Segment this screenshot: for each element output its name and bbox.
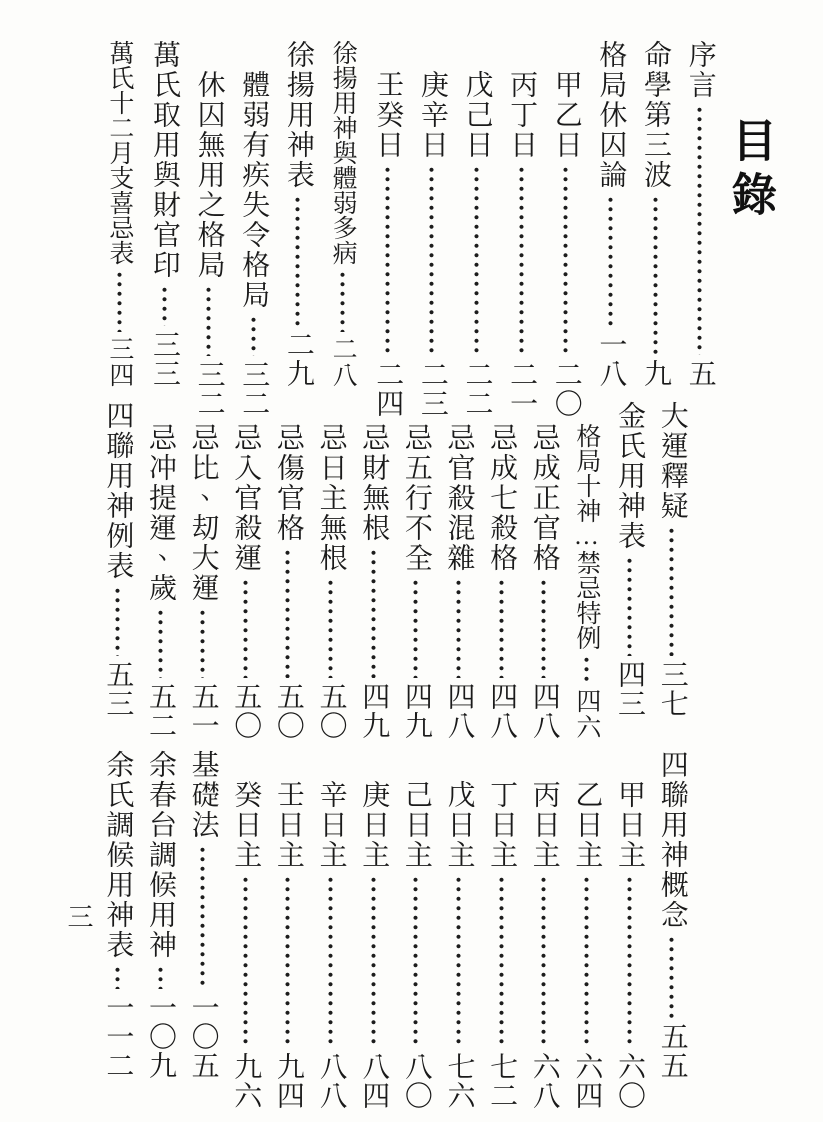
toc-entry <box>437 750 480 1110</box>
entry-label: 余春台調候用神 <box>145 750 176 960</box>
folio-page-number: 三 <box>64 903 93 929</box>
dot-leader <box>517 165 526 356</box>
toc-section-2 <box>96 401 693 740</box>
toc-entry <box>499 40 544 418</box>
entry-page-number: 七二 <box>486 1052 518 1110</box>
toc-entry <box>231 40 276 418</box>
dot-leader <box>115 270 124 332</box>
entry-page-number: 五 <box>684 359 716 388</box>
entry-page-number: 五二 <box>145 682 176 740</box>
dot-leader <box>198 608 207 678</box>
dot-leader <box>561 165 570 356</box>
dot-leader <box>651 195 660 355</box>
entry-label: 庚辛日 <box>416 70 448 160</box>
entry-page-number: 六〇 <box>614 1052 646 1110</box>
entry-label: 序言 <box>684 40 716 100</box>
toc-entry <box>650 401 693 718</box>
entry-page-number: 三三 <box>149 330 180 388</box>
toc-entry <box>677 40 722 388</box>
entry-label: 丙丁日 <box>506 70 538 160</box>
entry-label: 忌冲提運、歲 <box>145 423 176 603</box>
dot-leader <box>606 195 615 326</box>
toc-entry <box>608 750 651 1110</box>
entry-page-number: 七六 <box>443 1052 475 1110</box>
entry-label: 萬氏十二月支喜忌表 <box>105 40 133 265</box>
entry-label: 格局十神…禁忌特例 <box>572 423 600 650</box>
entry-label: 體弱有疾失令格局 <box>238 70 270 310</box>
toc-entry <box>224 401 267 740</box>
entry-page-number: 五〇 <box>230 682 262 740</box>
toc-entry <box>395 750 438 1110</box>
entry-page-number: 一八 <box>595 330 627 388</box>
entry-page-number: 三七 <box>656 660 688 718</box>
entry-page-number: 二九 <box>282 330 314 388</box>
toc-entry <box>565 401 608 740</box>
toc-section-3 <box>96 750 693 1110</box>
toc-entry <box>522 401 565 740</box>
entry-page-number: 二八 <box>329 336 357 388</box>
entry-page-number: 二四 <box>372 360 404 418</box>
entry-page-number: 八四 <box>358 1052 390 1110</box>
toc-entry <box>309 401 352 740</box>
entry-label: 丁日主 <box>486 780 518 870</box>
entry-label: 忌日主無根 <box>315 423 347 573</box>
entry-label: 癸日主 <box>230 780 262 870</box>
toc-entry <box>139 750 182 1080</box>
entry-page-number: 八〇 <box>400 1052 432 1110</box>
dot-leader <box>427 165 436 356</box>
entry-label: 壬癸日 <box>372 70 404 160</box>
dot-leader <box>497 875 506 1048</box>
entry-label: 忌傷官格 <box>272 423 304 543</box>
dot-leader <box>338 270 347 332</box>
toc-entry <box>186 40 231 418</box>
dot-leader <box>539 875 548 1048</box>
dot-leader <box>582 655 591 684</box>
toc-entry <box>633 40 678 388</box>
dot-leader <box>204 285 213 356</box>
entry-page-number: 三二 <box>238 360 270 418</box>
entry-label: 金氏用神表 <box>614 401 646 551</box>
dot-leader <box>454 875 463 1048</box>
entry-label: 徐揚用神表 <box>282 40 314 190</box>
entry-label: 休囚無用之格局 <box>193 70 225 280</box>
dot-leader <box>160 285 169 326</box>
entry-page-number: 八八 <box>315 1052 347 1110</box>
entry-label: 甲日主 <box>614 780 646 870</box>
toc-entry <box>267 401 310 740</box>
entry-page-number: 五三 <box>102 660 134 718</box>
dot-leader <box>369 548 378 678</box>
entry-page-number: 二〇 <box>550 360 582 418</box>
page-title: 目錄 <box>725 117 775 225</box>
dot-leader <box>472 165 481 356</box>
entry-label: 忌比、刧大運 <box>187 423 219 603</box>
toc-entry <box>543 40 588 418</box>
entry-label: 忌入官殺運 <box>230 423 262 573</box>
entry-label: 四聯用神概念 <box>656 750 688 930</box>
entry-label: 忌官殺混雜 <box>443 423 475 573</box>
entry-page-number: 五一 <box>187 682 219 740</box>
entry-label: 四聯用神例表 <box>102 401 134 581</box>
entry-page-number: 二三 <box>416 360 448 418</box>
toc-section-1 <box>97 40 722 418</box>
entry-page-number: 五〇 <box>272 682 304 740</box>
entry-page-number: 四八 <box>443 682 475 740</box>
dot-leader <box>369 875 378 1048</box>
dot-leader <box>198 845 207 989</box>
toc-entry <box>410 40 455 418</box>
entry-page-number: 九六 <box>230 1052 262 1110</box>
toc-entry <box>139 401 182 740</box>
dot-leader <box>156 965 165 989</box>
toc-entry <box>480 401 523 740</box>
dot-leader <box>113 586 122 656</box>
entry-page-number: 一一二 <box>102 993 134 1080</box>
entry-label: 大運釋疑 <box>656 401 688 521</box>
toc-entry <box>224 750 267 1110</box>
toc-entry <box>480 750 523 1110</box>
dot-leader <box>411 578 420 678</box>
toc-entry <box>352 750 395 1110</box>
entry-page-number: 四八 <box>486 682 518 740</box>
dot-leader <box>113 965 122 989</box>
toc-entry <box>352 401 395 740</box>
entry-page-number: 四九 <box>400 682 432 740</box>
dot-leader <box>241 578 250 678</box>
entry-label: 格局休囚論 <box>595 40 627 190</box>
entry-label: 辛日主 <box>315 780 347 870</box>
toc-entry <box>454 40 499 418</box>
entry-label: 壬日主 <box>272 780 304 870</box>
dot-leader <box>293 195 302 326</box>
dot-leader <box>695 105 704 355</box>
entry-label: 忌財無根 <box>358 423 390 543</box>
entry-label: 徐揚用神與體弱多病 <box>329 40 357 265</box>
entry-label: 余氏調候用神表 <box>102 750 134 960</box>
entry-label: 忌成正官格 <box>528 423 560 573</box>
dot-leader <box>454 578 463 678</box>
entry-label: 基礎法 <box>187 750 219 840</box>
entry-label: 乙日主 <box>571 780 603 870</box>
toc-entry <box>267 750 310 1110</box>
dot-leader <box>283 548 292 678</box>
entry-page-number: 二二 <box>461 360 493 418</box>
entry-page-number: 一〇九 <box>145 993 176 1080</box>
entry-page-number: 五五 <box>656 1022 688 1080</box>
dot-leader <box>625 556 634 656</box>
toc-entry <box>588 40 633 388</box>
entry-label: 甲乙日 <box>550 70 582 160</box>
entry-label: 丙日主 <box>528 780 560 870</box>
entry-label: 命學第三波 <box>640 40 672 190</box>
dot-leader <box>326 875 335 1048</box>
dot-leader <box>625 875 634 1048</box>
entry-page-number: 二一 <box>506 360 538 418</box>
toc-entry <box>309 750 352 1110</box>
dot-leader <box>156 608 165 678</box>
toc-entry <box>437 401 480 740</box>
dot-leader <box>283 875 292 1048</box>
entry-label: 己日主 <box>400 780 432 870</box>
entry-page-number: 四八 <box>528 682 560 740</box>
toc-entry <box>181 401 224 740</box>
dot-leader <box>383 165 392 356</box>
dot-leader <box>497 578 506 678</box>
entry-label: 忌五行不全 <box>400 423 432 573</box>
entry-page-number: 六八 <box>528 1052 560 1110</box>
entry-page-number: 三四 <box>105 336 133 388</box>
dot-leader <box>667 935 676 1018</box>
toc-entry <box>365 40 410 418</box>
toc-entry <box>395 401 438 740</box>
toc-entry <box>320 40 365 388</box>
dot-leader <box>241 875 250 1048</box>
dot-leader <box>539 578 548 678</box>
dot-leader <box>411 875 420 1048</box>
entry-label: 萬氏取用與財官印 <box>149 40 180 280</box>
entry-label: 庚日主 <box>358 780 390 870</box>
dot-leader <box>326 578 335 678</box>
entry-page-number: 四九 <box>358 682 390 740</box>
entry-label: 戊己日 <box>461 70 493 160</box>
entry-page-number: 九四 <box>272 1052 304 1110</box>
dot-leader <box>249 315 258 356</box>
toc-entry <box>276 40 321 388</box>
toc-entry <box>97 40 142 388</box>
entry-label: 戊日主 <box>443 780 475 870</box>
entry-page-number: 九 <box>640 359 672 388</box>
entry-page-number: 四六 <box>572 688 600 740</box>
entry-label: 忌成七殺格 <box>486 423 518 573</box>
toc-entry <box>181 750 224 1080</box>
toc-entry <box>522 750 565 1110</box>
toc-entry <box>565 750 608 1110</box>
toc-entry <box>96 401 139 718</box>
entry-page-number: 四三 <box>614 660 646 718</box>
toc-entry <box>142 40 187 388</box>
entry-page-number: 一〇五 <box>187 993 219 1080</box>
dot-leader <box>667 526 676 656</box>
toc-entry <box>650 750 693 1080</box>
entry-page-number: 五〇 <box>315 682 347 740</box>
dot-leader <box>582 875 591 1048</box>
toc-entry <box>96 750 139 1080</box>
entry-page-number: 六四 <box>571 1052 603 1110</box>
toc-entry <box>608 401 651 718</box>
entry-page-number: 三二 <box>193 360 225 418</box>
